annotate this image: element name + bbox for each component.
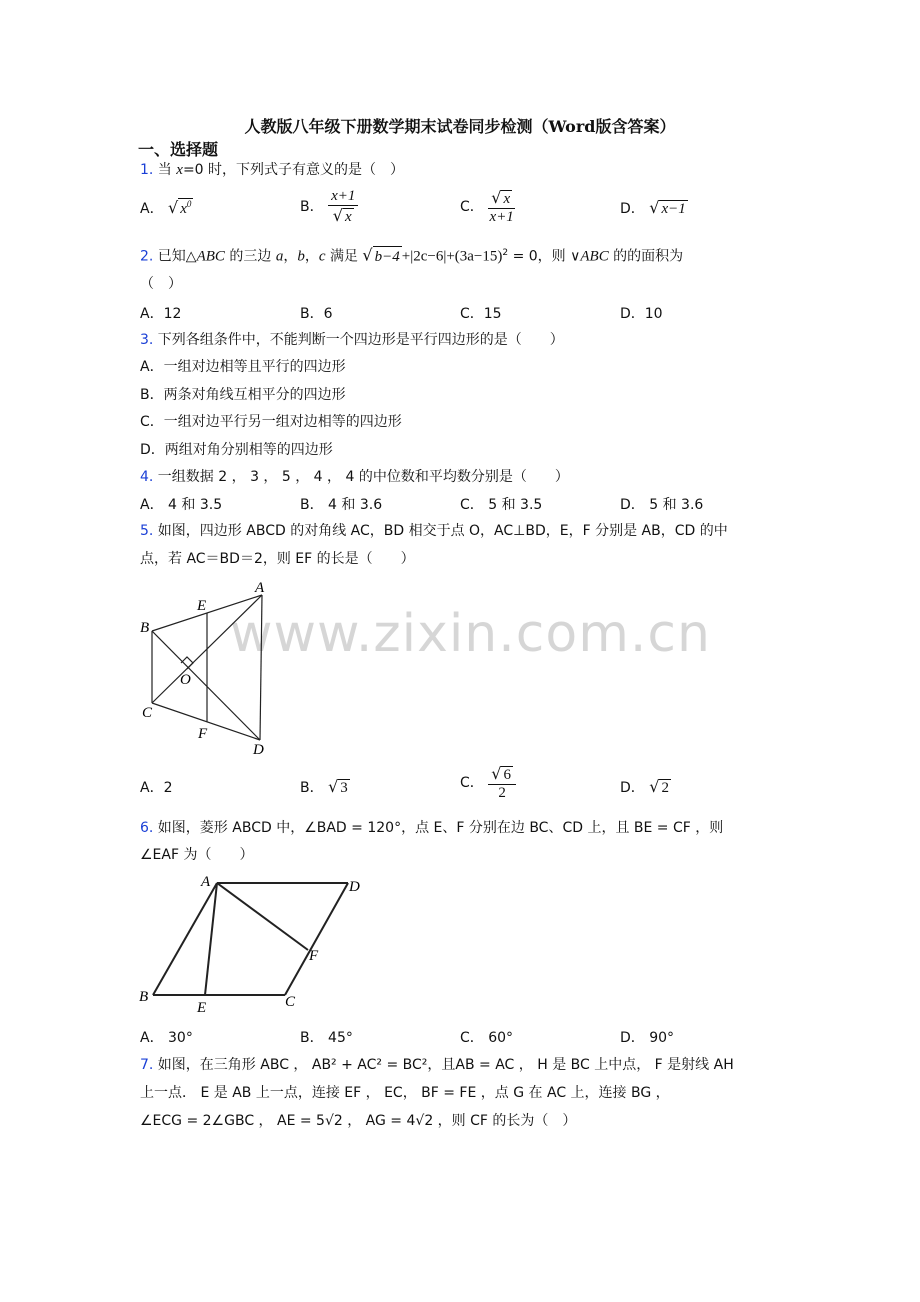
label-c: C bbox=[285, 994, 296, 1010]
label-b: B bbox=[140, 620, 150, 636]
question-number: 5. bbox=[140, 523, 154, 539]
question-number: 2. bbox=[140, 248, 154, 265]
question-number: 3. bbox=[140, 332, 154, 348]
option-label: B． bbox=[300, 199, 324, 215]
label-a: A bbox=[201, 874, 211, 890]
numerator: x bbox=[503, 191, 511, 207]
label-f: F bbox=[198, 726, 208, 742]
math-var: a bbox=[275, 248, 284, 265]
label-f: F bbox=[309, 948, 319, 964]
question-5-line2: 点，若 AC＝BD＝2，则 EF 的长是（ ） bbox=[140, 551, 415, 567]
q2-option-a[interactable]: A．12 bbox=[140, 306, 182, 322]
page-title: 人教版八年级下册数学期末试卷同步检测（Word版含答案） bbox=[244, 117, 676, 136]
label-c: C bbox=[142, 705, 153, 721]
text: ， bbox=[283, 248, 298, 265]
option-label: D． bbox=[620, 201, 645, 217]
watermark: www.zixin.com.cn bbox=[230, 604, 711, 664]
question-number: 4. bbox=[140, 469, 154, 485]
exponent: 2 bbox=[502, 248, 509, 258]
question-2: 2. 已知△ABC 的三边 a，b，c 满足 √ $b-4 +|2c-6|+(3a-15)^2 = 0$，则 ∨ABC 的的面积为 bbox=[140, 245, 684, 265]
option-label: C． bbox=[460, 199, 484, 215]
question-6-line2: ∠EAF 为（ ） bbox=[140, 847, 254, 863]
math-var: ABC bbox=[196, 248, 225, 265]
q4-option-b[interactable]: B． 4 和 3.6 bbox=[300, 497, 383, 513]
q2-option-c[interactable]: C．15 bbox=[460, 306, 502, 322]
text: 已知△ bbox=[153, 248, 197, 265]
fraction: $\frac{√ x}{x+1}$ bbox=[489, 188, 514, 225]
question-7 bbox=[140, 1055, 734, 1075]
math: x−1 bbox=[661, 201, 686, 217]
q5-option-d[interactable]: D． √ 2 bbox=[620, 777, 669, 796]
text: 如图，四边形 ABCD 的对角线 AC，BD 相交于点 O，AC⊥BD，E，F 分别是 AB，CD 的中 bbox=[153, 523, 728, 539]
option-label: A． bbox=[140, 201, 164, 217]
exponent: 0 bbox=[186, 199, 192, 209]
text: 当 bbox=[153, 162, 177, 178]
q6-option-c[interactable]: C． 60° bbox=[460, 1030, 514, 1046]
fraction: $\frac{√ 6}{2}$ bbox=[488, 764, 516, 802]
q1-option-a[interactable]: A． √ $x^0$ bbox=[140, 198, 192, 217]
math-var: b bbox=[297, 248, 305, 265]
option-label: D． bbox=[620, 780, 645, 796]
q2-option-d[interactable]: D．10 bbox=[620, 306, 663, 322]
q1-option-d[interactable]: D． √ x−1 bbox=[620, 198, 686, 217]
label-a: A bbox=[255, 580, 265, 596]
q3-option-c[interactable]: C．一组对边平行另一组对边相等的四边形 bbox=[140, 414, 402, 430]
text: 的的面积为 bbox=[608, 248, 684, 265]
text: 的三边 bbox=[224, 248, 276, 265]
question-7-line2: 上一点． E 是 AB 上一点，连接 EF ， EC， BF = FE ，点 G 在 AC 上，连接 BG ， bbox=[140, 1085, 670, 1101]
numerator: x+1 bbox=[328, 188, 358, 206]
math: 2 bbox=[661, 780, 669, 796]
text: 一组数据 2 ， 3 ， 5 ， 4 ， 4 的中位数和平均数分别是（ ） bbox=[153, 469, 569, 485]
q3-option-b[interactable]: B．两条对角线互相平分的四边形 bbox=[140, 387, 346, 403]
question-7-line3: ∠ECG = 2∠GBC ， AE = 5√2 ， AG = 4√2 ，则 CF 的长为（ ） bbox=[140, 1113, 577, 1129]
question-number: 6. bbox=[140, 820, 154, 836]
q4-option-c[interactable]: C． 5 和 3.5 bbox=[460, 497, 543, 513]
q5-option-b[interactable]: B． √ 3 bbox=[300, 777, 348, 796]
text: ， bbox=[304, 248, 319, 265]
math-var: c bbox=[318, 248, 326, 265]
label-d: D bbox=[253, 742, 264, 758]
numerator: 6 bbox=[503, 767, 511, 783]
answer-paren: （ ） bbox=[140, 276, 182, 292]
q3-option-d[interactable]: D．两组对角分别相等的四边形 bbox=[140, 442, 333, 458]
text: 如图，在三角形 ABC ， AB² + AC² = BC²，且AB = AC ， H 是 BC 上中点， F 是射线 AH bbox=[153, 1057, 734, 1073]
math-var: x bbox=[176, 162, 183, 178]
option-label: C． bbox=[460, 775, 484, 791]
q4-option-d[interactable]: D． 5 和 3.6 bbox=[620, 497, 704, 513]
option-label: B． bbox=[300, 780, 324, 796]
text: 满足 bbox=[325, 248, 363, 265]
label-o: O bbox=[180, 672, 191, 688]
text: 如图，菱形 ABCD 中，∠BAD = 120°，点 E、F 分别在边 BC、CD 上，且 BE = CF ，则 bbox=[153, 820, 724, 836]
q2-option-b[interactable]: B．6 bbox=[300, 306, 333, 322]
label-d: D bbox=[349, 879, 360, 895]
q6-option-a[interactable]: A． 30° bbox=[140, 1030, 193, 1046]
math-var: ABC bbox=[580, 248, 609, 265]
math-text: x bbox=[180, 201, 187, 217]
q3-option-a[interactable]: A．一组对边相等且平行的四边形 bbox=[140, 359, 346, 375]
text: 下列各组条件中，不能判断一个四边形是平行四边形的是（ ） bbox=[153, 332, 564, 348]
question-number: 1. bbox=[140, 162, 154, 178]
section-heading: 一、选择题 bbox=[138, 140, 219, 159]
label-e: E bbox=[197, 598, 207, 614]
q6-option-b[interactable]: B． 45° bbox=[300, 1030, 353, 1046]
q4-option-a[interactable]: A． 4 和 3.5 bbox=[140, 497, 223, 513]
denominator: 2 bbox=[498, 785, 506, 801]
text: =0 时，下列式子有意义的是（ ） bbox=[182, 162, 405, 178]
q6-option-d[interactable]: D． 90° bbox=[620, 1030, 675, 1046]
label-e: E bbox=[197, 1000, 207, 1016]
fraction: $\frac{x+1}{√ x}$ bbox=[328, 188, 358, 226]
denominator: x bbox=[344, 209, 352, 225]
math: 3 bbox=[340, 780, 348, 796]
q5-option-a[interactable]: A．2 bbox=[140, 780, 173, 796]
denominator: x+1 bbox=[489, 209, 514, 225]
math: +|2c−6|+(3a−15) bbox=[401, 248, 503, 265]
question-number: 7. bbox=[140, 1057, 154, 1073]
text: = 0，则 ∨ bbox=[508, 248, 581, 265]
math: b−4 bbox=[373, 246, 402, 267]
label-b: B bbox=[139, 989, 149, 1005]
